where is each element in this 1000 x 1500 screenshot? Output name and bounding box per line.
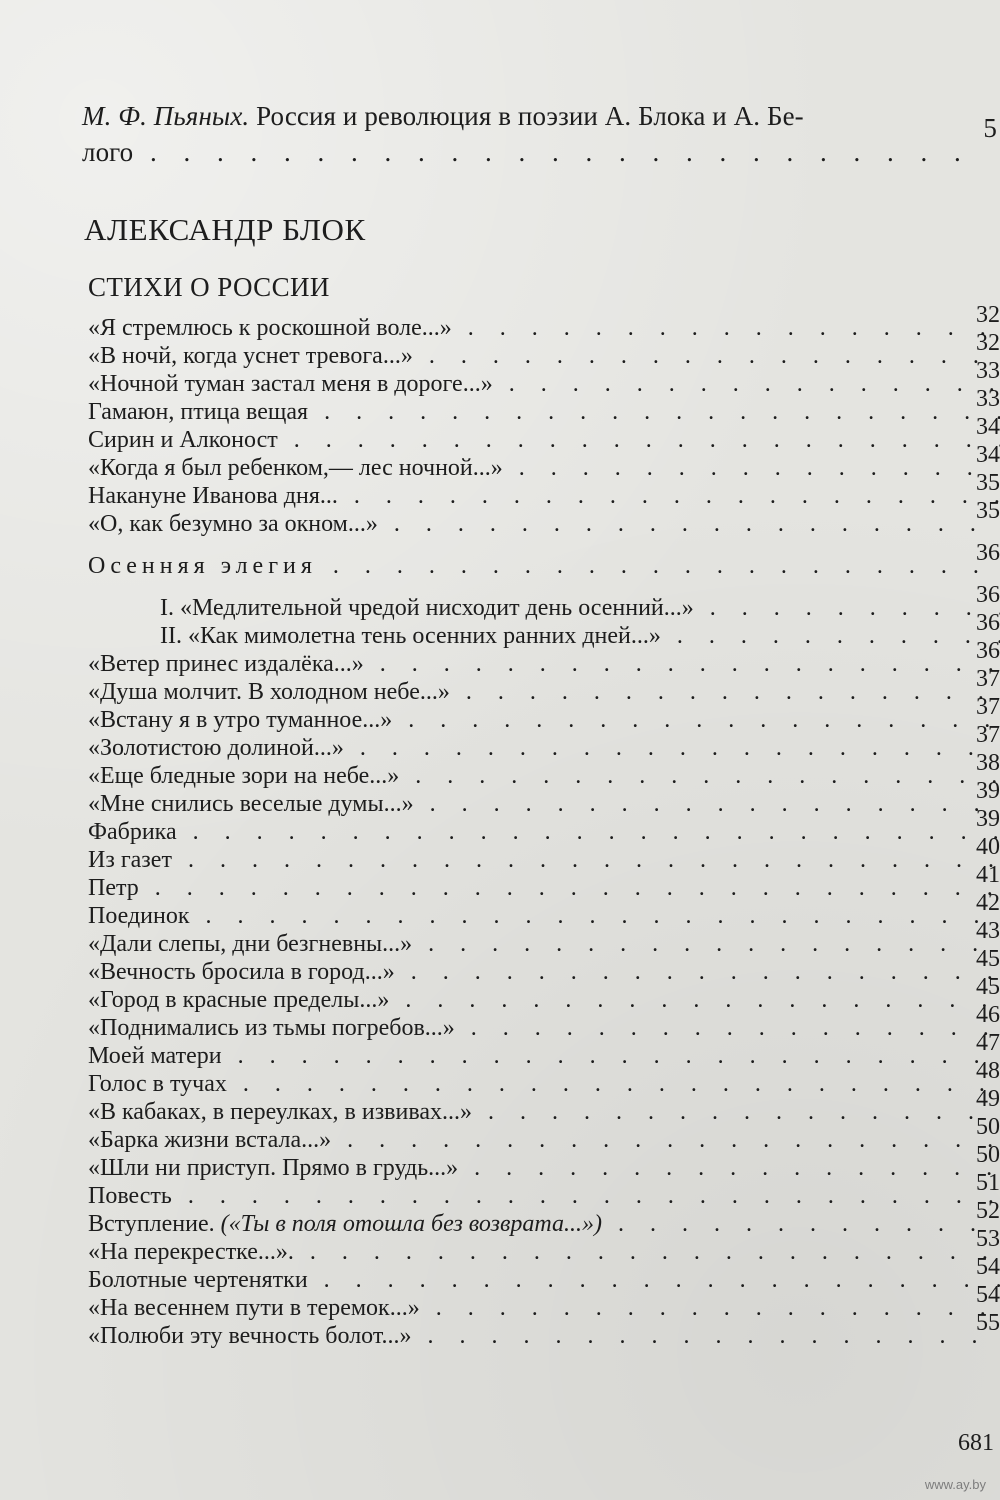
toc-title: «Ветер принес издалёка...»: [88, 651, 364, 677]
toc-title: Вступление.: [88, 1211, 215, 1237]
toc-title: Поединок: [88, 903, 190, 929]
toc-leader: [88, 454, 1000, 482]
toc-leader: [88, 734, 1000, 762]
toc-leader: [88, 1266, 1000, 1294]
toc-item: [88, 1282, 1000, 1322]
toc-title: Гамаюн, птица вещая: [88, 399, 309, 425]
toc-title: Фабрика: [88, 819, 177, 845]
toc-leader: [88, 398, 1000, 426]
toc-title: «В кабаках, в переулках, в извивах...»: [88, 1099, 473, 1125]
subsection-heading: СТИХИ О РОССИИ: [88, 272, 330, 302]
toc-leader: [88, 1294, 1000, 1322]
toc-title: «Мне снились веселые думы...»: [88, 791, 414, 817]
toc-title: «О, как безумно за окном...»: [88, 511, 378, 537]
toc-item: [88, 1030, 1000, 1070]
toc-title: «Встану я в утро туманное...»: [88, 707, 393, 733]
toc-title: «Я стремлюсь к роскошной воле...»: [88, 315, 452, 341]
toc-leader: [88, 1126, 1000, 1154]
toc-page-number: 45: [976, 974, 1000, 1000]
toc-title: «Ночной туман застал меня в дороге...»: [88, 371, 493, 397]
toc-leader: [88, 650, 1000, 678]
intro-line-1: [82, 98, 997, 134]
toc-title: «Вечность бросила в город...»: [88, 959, 395, 985]
toc-title: «Шли ни приступ. Прямо в грудь...»: [88, 1155, 459, 1181]
toc-page-number: 37: [976, 666, 1000, 692]
toc-page-number: 33: [976, 386, 1000, 412]
toc-page-number: 34: [976, 414, 1000, 440]
toc-item: [88, 890, 1000, 930]
toc-page-number: 53: [976, 1226, 1000, 1252]
toc-title: «Дали слепы, дни безгневны...»: [88, 931, 413, 957]
toc-item: [88, 1142, 1000, 1182]
toc-page-number: 36: [976, 582, 1000, 608]
toc-title: «Золотистою долиной...»: [88, 735, 344, 761]
toc-title: «Поднимались из тьмы погребов...»: [88, 1015, 455, 1041]
toc-page-number: 46: [976, 1002, 1000, 1028]
toc-item: [88, 1254, 1000, 1294]
toc-page-number: 39: [976, 806, 1000, 832]
intro-page: 5: [983, 113, 997, 143]
toc-page-number: 37: [976, 694, 1000, 720]
toc-page-number: 45: [976, 946, 1000, 972]
toc-page-number: 36: [976, 610, 1000, 636]
toc-title: «В ночй, когда уснет тревога...»: [88, 343, 413, 369]
section-heading: АЛЕКСАНДР БЛОК: [84, 212, 366, 247]
toc-title: Повесть: [88, 1183, 172, 1209]
toc-item: [88, 834, 1000, 874]
toc-page-number: 40: [976, 834, 1000, 860]
toc-page-number: 55: [976, 1310, 1000, 1336]
toc-leader: [88, 1154, 1000, 1182]
toc-item: [88, 1086, 1000, 1126]
toc-item: [88, 386, 1000, 426]
toc-title: Петр: [88, 875, 139, 901]
toc-title: «Барка жизни встала...»: [88, 1127, 332, 1153]
toc-leader: [88, 846, 1000, 874]
toc-title: «Когда я был ребенком,— лес ночной...»: [88, 455, 503, 481]
toc-title: I. «Медлительной чредой нисходит день осенний...»: [160, 595, 694, 621]
toc-item: [88, 498, 1000, 538]
toc-page-number: 41: [976, 862, 1000, 888]
toc-title: II. «Как мимолетна тень осенних ранних дней...»: [160, 623, 661, 649]
toc-item: [88, 778, 1000, 818]
toc-leader: [88, 1210, 1000, 1238]
toc-leader: [160, 594, 1000, 622]
toc-title: «Еще бледные зори на небе...»: [88, 763, 400, 789]
toc-leader: [88, 342, 1000, 370]
toc-title: Из газет: [88, 847, 172, 873]
toc-page-number: 54: [976, 1282, 1000, 1308]
toc-leader: [88, 426, 1000, 454]
toc-item: [88, 974, 1000, 1014]
toc-page-number: 35: [976, 498, 1000, 524]
toc-item: [88, 302, 1000, 342]
toc-item: [88, 1226, 1000, 1266]
intro-title-line1: Россия и революция в поэзии А. Блока и А. Бе-: [249, 101, 804, 131]
toc-item: [88, 1310, 1000, 1350]
toc-leader: [88, 1042, 1000, 1070]
toc-page-number: 48: [976, 1058, 1000, 1084]
toc-item: [88, 946, 1000, 986]
watermark: www.ay.by: [924, 1477, 986, 1492]
toc-leader: [88, 902, 1000, 930]
toc-leader: [88, 706, 1000, 734]
toc-leader: [88, 818, 1000, 846]
toc-item: [88, 638, 1000, 678]
toc-page-number: 38: [976, 750, 1000, 776]
toc-title: «На весеннем пути в теремок...»: [88, 1295, 420, 1321]
table-of-contents: [88, 302, 1000, 1350]
toc-leader: [88, 790, 1000, 818]
intro-author: М. Ф. Пьяных.: [82, 101, 250, 131]
intro-entry: [82, 98, 997, 170]
toc-title: Моей матери: [88, 1043, 222, 1069]
toc-page-number: 34: [976, 442, 1000, 468]
toc-page-number: 37: [976, 722, 1000, 748]
toc-leader: [88, 930, 1000, 958]
toc-item: [88, 1002, 1000, 1042]
toc-page-number: 49: [976, 1086, 1000, 1112]
toc-subitem: [88, 582, 1000, 622]
toc-page-number: 52: [976, 1198, 1000, 1224]
toc-item: [88, 722, 1000, 762]
toc-title: Голос в тучах: [88, 1071, 227, 1097]
toc-leader: [88, 370, 1000, 398]
toc-leader: [88, 762, 1000, 790]
toc-page-number: 33: [976, 358, 1000, 384]
toc-item: [88, 918, 1000, 958]
toc-title: «Город в красные пределы...»: [88, 987, 390, 1013]
toc-page-number: 39: [976, 778, 1000, 804]
toc-title: Сирин и Алконост: [88, 427, 278, 453]
toc-page-number: 32: [976, 330, 1000, 356]
toc-leader: [88, 1322, 1000, 1350]
toc-leader: [88, 510, 1000, 538]
toc-leader: [88, 1182, 1000, 1210]
toc-page-number: 50: [976, 1114, 1000, 1140]
toc-page-number: 36: [976, 540, 1000, 566]
toc-item: [88, 358, 1000, 398]
toc-leader: [88, 552, 1000, 580]
toc-item: [88, 470, 1000, 510]
toc-item: [88, 750, 1000, 790]
toc-item: [88, 330, 1000, 370]
toc-leader: [88, 482, 1000, 510]
toc-item: [88, 442, 1000, 482]
toc-page-number: 36: [976, 638, 1000, 664]
intro-title-line2: лого: [82, 137, 134, 167]
toc-title: Накануне Иванова дня...: [88, 483, 338, 509]
toc-title: «Полюби эту вечность болот...»: [88, 1323, 412, 1349]
toc-leader: [88, 874, 1000, 902]
toc-page-number: 42: [976, 890, 1000, 916]
toc-section-item: [88, 540, 1000, 580]
toc-title: «На перекрестке...».: [88, 1239, 294, 1265]
toc-subitem: [88, 610, 1000, 650]
toc-leader: [88, 314, 1000, 342]
toc-leader: [88, 678, 1000, 706]
toc-item: [88, 694, 1000, 734]
toc-subtitle: («Ты в поля отошла без возврата...»): [220, 1211, 602, 1237]
toc-page-number: 43: [976, 918, 1000, 944]
toc-leader: [88, 1070, 1000, 1098]
toc-item: [88, 414, 1000, 454]
page-number: 681: [958, 1430, 994, 1456]
toc-item: [88, 806, 1000, 846]
toc-page-number: 32: [976, 302, 1000, 328]
toc-page-number: 50: [976, 1142, 1000, 1168]
toc-page-number: 47: [976, 1030, 1000, 1056]
toc-leader: [88, 1014, 1000, 1042]
toc-item: [88, 1198, 1000, 1238]
toc-page-number: 54: [976, 1254, 1000, 1280]
toc-item: [88, 666, 1000, 706]
toc-section-title: Осенняя элегия: [88, 553, 317, 579]
toc-page-number: 51: [976, 1170, 1000, 1196]
toc-item: [88, 1170, 1000, 1210]
toc-item: [88, 1058, 1000, 1098]
intro-leader: [82, 134, 960, 170]
toc-leader: [88, 1238, 1000, 1266]
toc-leader: [88, 986, 1000, 1014]
toc-item: [88, 862, 1000, 902]
toc-page-number: 35: [976, 470, 1000, 496]
toc-title: «Душа молчит. В холодном небе...»: [88, 679, 450, 705]
toc-leader: [160, 622, 1000, 650]
toc-leader: [88, 958, 1000, 986]
toc-item: [88, 1114, 1000, 1154]
toc-leader: [88, 1098, 1000, 1126]
toc-title: Болотные чертенятки: [88, 1267, 308, 1293]
